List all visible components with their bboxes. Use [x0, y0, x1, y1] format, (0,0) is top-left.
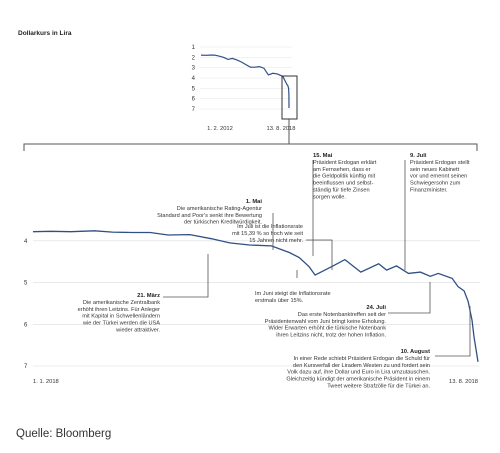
- annotation: [313, 153, 377, 200]
- leader-10-august: [435, 306, 470, 356]
- overview-y-tick: 1: [191, 45, 195, 51]
- annotation-date: 21. März: [137, 293, 160, 299]
- detail-y-ticks: [24, 239, 28, 370]
- detail-y-tick: 7: [24, 364, 28, 370]
- annotation-text-line: vor und ernennt seinen: [410, 173, 468, 180]
- annotation: [78, 293, 161, 334]
- annotation-text-line: Die amerikanische Zentralbank: [82, 299, 160, 306]
- annotation-text-line: Im Juli ist die Inflationsrate: [237, 224, 303, 230]
- source-note: Quelle: Bloomberg: [16, 428, 112, 440]
- leader-21-maerz: [163, 254, 208, 297]
- overview-gridlines: [200, 47, 292, 109]
- annotation-text-line: den Kursverfall der Liradem Westen zu und fordert sein: [292, 362, 430, 369]
- annotation-text-line: erhöht ihren Leitzins. Für Anleger: [77, 306, 160, 313]
- annotation-text-line: Tweet weitere Strafzölle für die Türkei an.: [327, 383, 430, 390]
- annotation-text-line: Gleichzeitig kündigt der amerikanische Präsident in einem: [286, 376, 430, 383]
- annotation-text-line: Präsident Erdogan erklärt: [313, 159, 377, 166]
- detail-y-tick: 4: [24, 238, 28, 245]
- annotation-text-line: Präsidentenwahl vom Juni bringt keine Erholung.: [264, 318, 386, 325]
- annotation-text-line: wieder attraktiver.: [116, 327, 160, 334]
- leader-24-juli: [388, 282, 430, 313]
- annotation: [286, 349, 430, 390]
- annotation-text-line: ihren Leitzins nicht, trotz der hohen Inflation.: [276, 332, 386, 339]
- annotation-date: 9. Juli: [410, 153, 427, 159]
- chart-title: Dollarkurs in Lira: [18, 30, 72, 37]
- overview-y-tick: 2: [191, 55, 195, 62]
- annotation-text-line: am Fernsehen, dass er: [313, 166, 371, 173]
- annotation-text-line: ständig für tiefe Zinsen: [313, 187, 370, 194]
- annotation-text-line: die Geldpolitik künftig mit: [313, 173, 376, 180]
- annotation-date: 15. Mai: [313, 153, 333, 159]
- annotation-text-line: Präsident Erdogan stellt: [410, 159, 470, 166]
- annotation-text-line: 15 Jahren nicht mehr.: [249, 237, 303, 244]
- annotation-text-line: erstmals über 15%.: [255, 297, 304, 304]
- annotation-date: 1. Mai: [245, 199, 262, 205]
- overview-y-ticks: [192, 45, 196, 113]
- annotation-text-line: Die amerikanische Rating-Agentur: [176, 205, 262, 212]
- overview-y-tick: 6: [191, 96, 195, 103]
- annotation-date: 10. August: [400, 349, 430, 355]
- overview-y-tick: 7: [191, 107, 195, 113]
- annotation-text-line: sorgen wolle.: [313, 194, 346, 201]
- annotation-text-line: In einer Rede schiebt Präsident Erdogan die Schuld für: [293, 355, 430, 362]
- leader-inflation-juli: [306, 240, 332, 270]
- annotation-text-line: Volk dazu auf, ihre Dollar und Euro in Lira umzutauschen.: [287, 369, 430, 376]
- annotation-text-line: Das erste Notenbanktreffen seit der: [297, 311, 386, 318]
- annotation-text-line: der türkischen Kreditwürdigkeit.: [183, 219, 262, 226]
- annotation-text-line: beeinflussen und selbst-: [313, 180, 374, 187]
- zoom-bracket: [24, 144, 477, 151]
- overview-y-tick: 4: [191, 76, 195, 82]
- detail-y-tick: 5: [24, 280, 28, 287]
- annotation-text-line: sein neues Kabinett: [410, 166, 460, 173]
- annotation-text-line: Standard and Poor's senkt ihre Bewertung: [157, 212, 262, 219]
- annotation-text-line: Wider Erwarten erhöht die türkische Notenbank: [268, 325, 386, 332]
- annotation-text-line: wie der Türkei werden die USA: [82, 320, 160, 327]
- annotation-text-line: mit 15,39 % so hoch wie seit: [232, 230, 303, 237]
- detail-x-label-end: 13. 8. 2018: [448, 379, 478, 385]
- overview-x-label-end: 13. 8. 2018: [266, 126, 296, 132]
- annotation-date: 24. Juli: [366, 305, 386, 311]
- overview-y-tick: 3: [191, 65, 195, 72]
- overview-y-tick: 5: [191, 86, 195, 93]
- detail-y-tick: 6: [24, 322, 28, 329]
- annotation: [410, 153, 470, 194]
- annotations: [78, 153, 470, 390]
- overview-x-label-start: 1. 2. 2012: [207, 126, 233, 132]
- annotation: [265, 305, 387, 339]
- annotation-text-line: mit Kapital in Schwellenländern: [82, 313, 160, 320]
- overview-series-line: [201, 55, 289, 108]
- annotation-text-line: Finanzminister.: [410, 187, 448, 194]
- detail-x-label-start: 1. 1. 2018: [33, 379, 59, 385]
- annotation: [255, 291, 331, 304]
- annotation: [157, 199, 262, 226]
- annotation-text-line: Schwiegersohn zum: [410, 180, 461, 187]
- annotation-text-line: Im Juni steigt die Inflationsrate: [255, 291, 331, 297]
